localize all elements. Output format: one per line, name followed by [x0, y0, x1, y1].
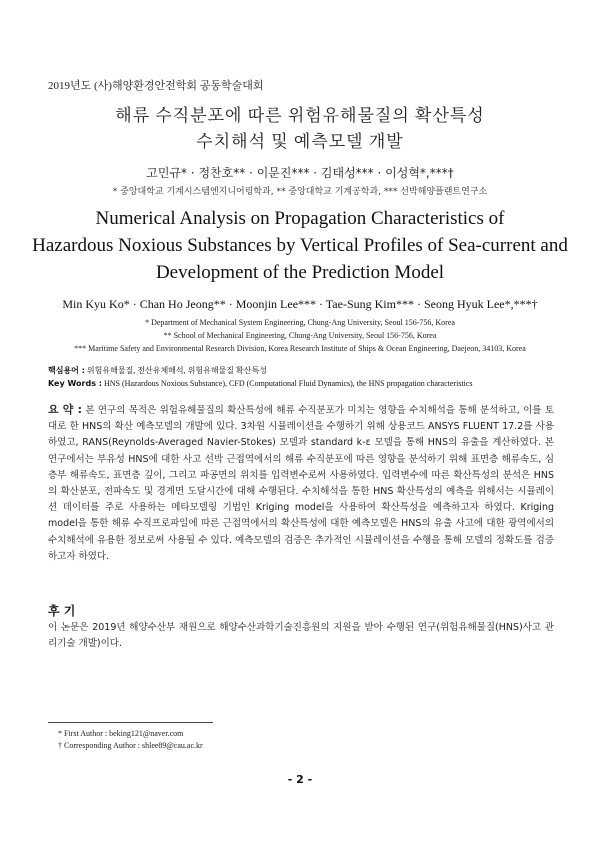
korean-title-line-2: 수치해석 및 예측모델 개발	[196, 132, 404, 151]
abstract	[48, 402, 554, 565]
english-title-line-2: Hazardous Noxious Substances by Vertical Profiles of Sea-current and	[32, 235, 568, 256]
footnote-corresponding-author: † Corresponding Author : shlee89@cau.ac.kr	[58, 741, 203, 750]
keywords-english	[48, 377, 558, 390]
keywords-block	[48, 364, 558, 390]
abstract-text: 본 연구의 목적은 위험유해물질의 확산특성에 해류 수직분포가 미치는 영향을 수치해석을 통해 분석하고, 이를 토대로 한 HNS의 확산 예측모델의 개발에 있다. 3차원 시뮬레이션을 수행하기 위해 상용코드 ANSYS FLUENT 17.2를 사용하였고, RANS(Reynolds-Averaged Navier-Stokes) 모델과 standard k-ε 모델을 통해 HNS의 유출을 계산하였다. 본 연구에서는 부유성 HNS에 대한 사고 선박 근접역에서의 해류 수직분포에 따른 영향을 분석하기 위해 표면층 해류속도, 심층부 해류속도, 표면층 깊이, 그리고 파공면의 위치를 입력변수로써 사용하였다. 입력변수에 따른 확산특성의 분석은 HNS의 확산분포, 전파속도 및 경계면 도달시간에 대해 수행된다. 수치해석을 통한 HNS 확산특성의 예측을 위해서는 시뮬레이션 데이터를 주로 사용하는 메타모델링 기법인 Kriging model을 사용하여 확산특성을 예측하고자 하였다. Kriging model을 통한 해류 수직프로파일에 따른 근접역에서의 확산특성에 대한 예측모델은 HNS의 유출 사고에 대한 광역에서의 수치해석에 유용한 정보로써 사용될 수 있다. 예측모델의 검증은 추가적인 시뮬레이션을 수행을 통해 모델의 정확도를 검증하고자 하였다.	[48, 405, 555, 562]
keywords-korean-text: 위험유해물질, 전산유체해석, 위험유해물질 확산특성	[86, 366, 267, 375]
korean-title-line-1: 해류 수직분포에 따른 위험유해물질의 확산특성	[115, 106, 485, 125]
english-title-line-3: Development of the Prediction Model	[155, 262, 445, 283]
english-authors: Min Kyu Ko* · Chan Ho Jeong** · Moonjin Lee*** · Tae-Sung Kim*** · Seong Hyuk Lee*,***†	[62, 297, 538, 311]
page-number: - 2 -	[287, 773, 313, 786]
abstract-label: 요 약 :	[48, 403, 82, 416]
keywords-korean-label: 핵심용어 :	[48, 366, 85, 375]
korean-affiliations: * 중앙대학교 기계시스템엔지니어링학과, ** 중앙대학교 기계공학과, *** 선박해양플랜트연구소	[112, 187, 488, 197]
keywords-korean	[48, 364, 558, 377]
english-affiliation-3: *** Maritime Safety and Environmental Research Division, Korea Research Institute of Ships & Ocean Engineering, Daejeon, 34103, Korea	[74, 344, 526, 353]
english-affiliation-1: * Department of Mechanical System Engineering, Chung-Ang University, Seoul 156-756, Korea	[145, 318, 455, 327]
english-affiliation-2: ** School of Mechanical Engineering, Chung-Ang University, Seoul 156-756, Korea	[163, 331, 437, 340]
acknowledgement-heading: 후 기	[48, 604, 76, 618]
english-title-line-1: Numerical Analysis on Propagation Characteristics of	[95, 208, 505, 229]
keywords-english-text: HNS (Hazardous Noxious Substance), CFD (Computational Fluid Dynamics), the HNS propagation characteristics	[103, 379, 473, 388]
conference-header: 2019년도 (사)해양환경안전학회 공동학술대회	[48, 80, 264, 92]
korean-authors: 고민규* · 정찬호** · 이문진*** · 김태성*** · 이성혁*,***†	[146, 166, 454, 180]
footnote-divider	[48, 722, 213, 723]
footnote-first-author: * First Author : beking121@naver.com	[58, 729, 184, 738]
keywords-english-label: Key Words :	[48, 379, 102, 388]
acknowledgement-text: 이 논문은 2019년 해양수산부 재원으로 해양수산과학기술진흥원의 지원을 받아 수행된 연구(위험유해물질(HNS)사고 관리기술 개발)이다.	[48, 622, 554, 650]
